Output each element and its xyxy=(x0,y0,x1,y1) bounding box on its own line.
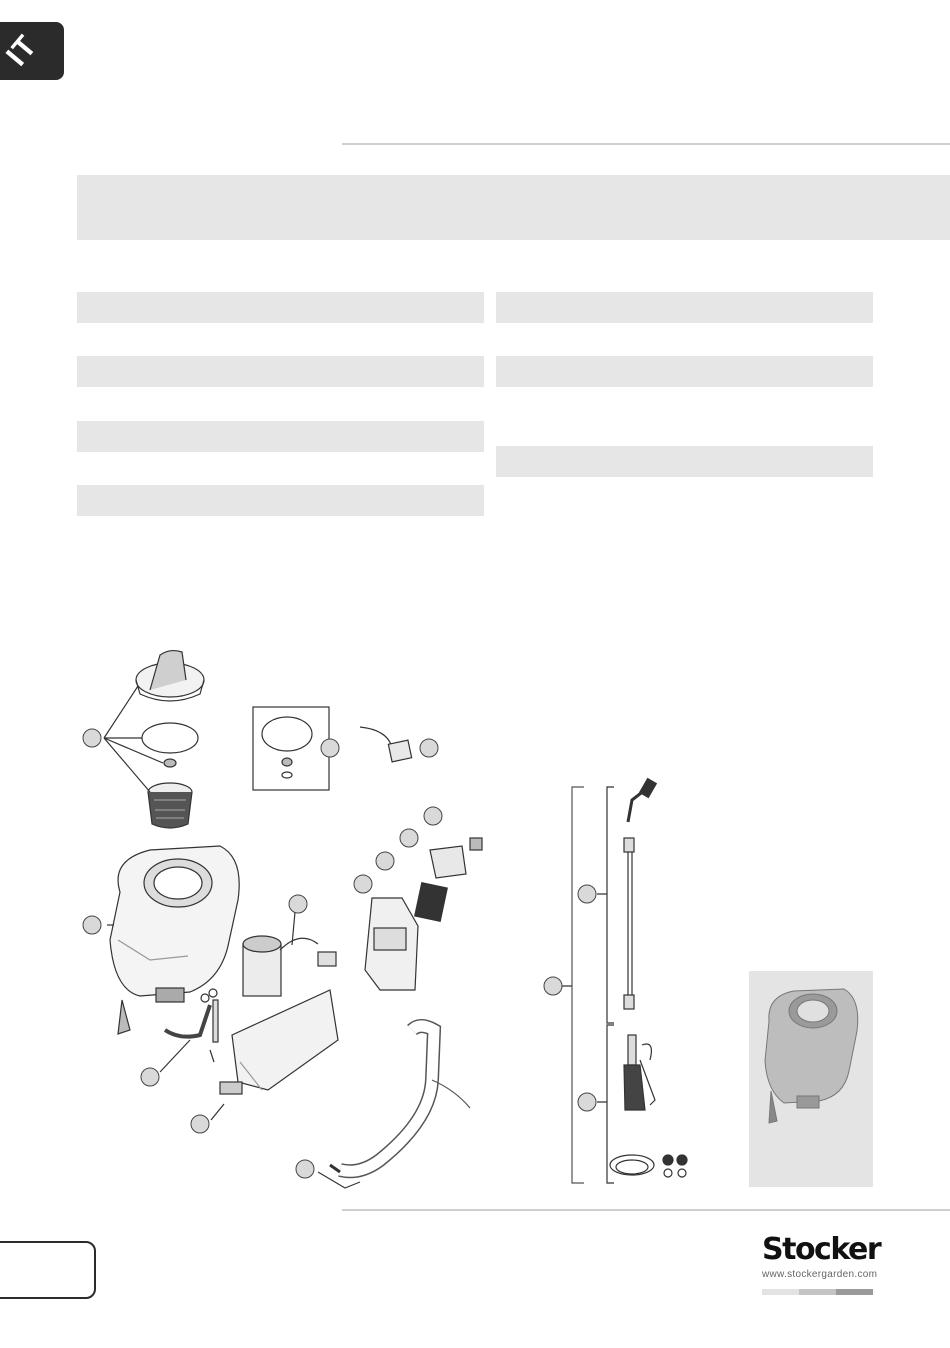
page-number-box xyxy=(0,1241,96,1299)
trigger-handle xyxy=(624,1035,655,1110)
seal-kit-box xyxy=(253,707,329,790)
brand-logo: Stocker xyxy=(762,1232,881,1267)
pump-motor xyxy=(243,936,336,996)
spray-lance xyxy=(624,779,656,1009)
color-strip-3 xyxy=(836,1289,873,1295)
language-code: IT xyxy=(0,29,44,73)
language-tab xyxy=(0,22,64,80)
section-bar-left-3 xyxy=(77,421,484,452)
title-band xyxy=(77,175,950,240)
section-bar-right-2 xyxy=(496,356,873,387)
color-strip-1 xyxy=(762,1289,799,1295)
section-bar-right-3 xyxy=(496,446,873,477)
section-bar-left-4 xyxy=(77,485,484,516)
bottom-divider xyxy=(342,1209,950,1211)
section-bar-left-1 xyxy=(77,292,484,323)
sprayer-tank-image xyxy=(749,971,873,1187)
shoulder-strap xyxy=(330,1026,470,1172)
section-bar-right-1 xyxy=(496,292,873,323)
tank-illustration xyxy=(110,846,239,1034)
color-strip-2 xyxy=(799,1289,836,1295)
back-plate xyxy=(220,990,338,1094)
top-divider xyxy=(342,143,950,145)
section-bar-left-2 xyxy=(77,356,484,387)
website-url: www.stockergarden.com xyxy=(762,1269,878,1280)
filter-basket xyxy=(148,783,192,828)
o-ring xyxy=(142,723,198,753)
product-photo-panel xyxy=(749,971,873,1187)
lid-illustration xyxy=(136,651,204,701)
